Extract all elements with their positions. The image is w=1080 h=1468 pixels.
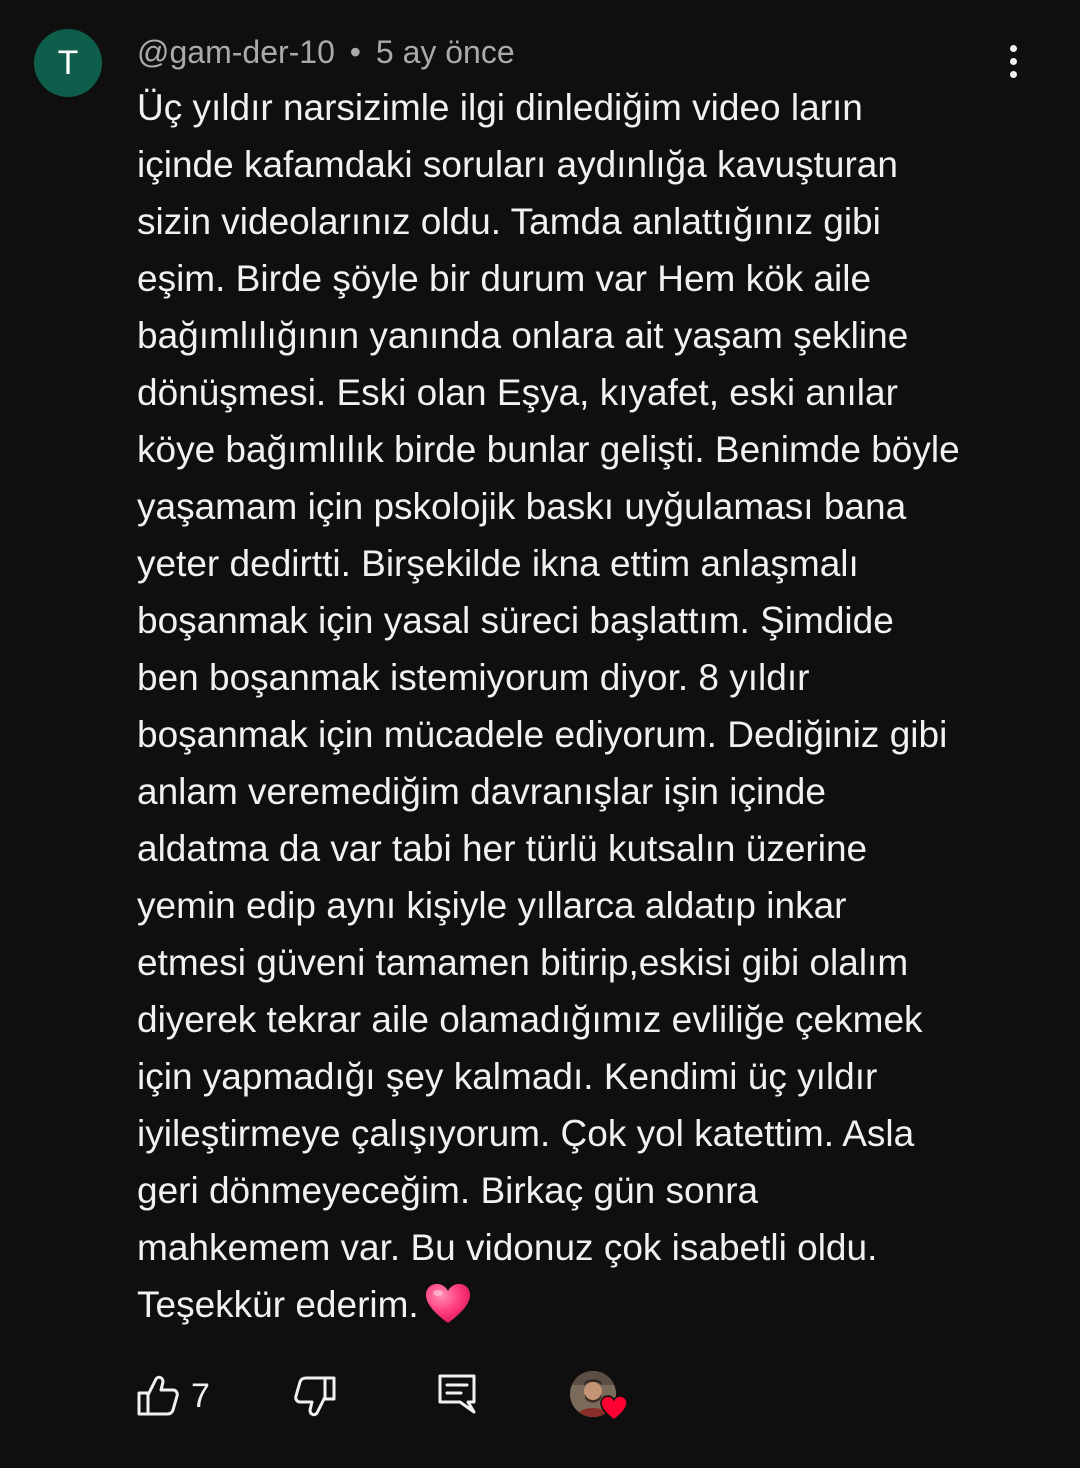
- comment-line: yaşamam için pskolojik baskı uyğulaması bana: [137, 486, 907, 527]
- comment-line: köye bağımlılık birde bunlar gelişti. Benimde böyle: [137, 429, 960, 470]
- comment-line: diyerek tekrar aile olamadığımız evliliğe çekmek: [137, 999, 923, 1040]
- comment-line: boşanmak için mücadele ediyorum. Dediğiniz gibi: [137, 714, 948, 755]
- comment-line: iyileştirmeye çalışıyorum. Çok yol katettim. Asla: [137, 1113, 915, 1154]
- comment-line: aldatma da var tabi her türlü kutsalın üzerine: [137, 828, 868, 869]
- like-count: 7: [191, 1377, 210, 1415]
- author-name[interactable]: @gam-der-10: [137, 34, 335, 70]
- comment-line: etmesi güveni tamamen bitirip,eskisi gibi olalım: [137, 942, 909, 983]
- comment-line: yeter dedirtti. Birşekilde ikna ettim anlaşmalı: [137, 543, 859, 584]
- comment-line: dönüşmesi. Eski olan Eşya, kıyafet, eski anılar: [137, 372, 898, 413]
- vertical-dots-icon-dot: [1010, 71, 1017, 78]
- thumb-down-icon[interactable]: [293, 1374, 337, 1418]
- comment-line: ben boşanmak istemiyorum diyor. 8 yıldır: [137, 657, 810, 698]
- creator-heart-badge: [570, 1371, 630, 1425]
- pink-heart-emoji: [425, 1283, 471, 1325]
- comment-line: bağımlılığının yanında onlara ait yaşam şekline: [137, 315, 909, 356]
- reply-comment-icon[interactable]: [436, 1372, 478, 1416]
- author-avatar[interactable]: [34, 29, 102, 97]
- vertical-dots-icon: [1010, 45, 1017, 52]
- more-options-button[interactable]: [990, 38, 1036, 84]
- comment-line: için yapmadığı şey kalmadı. Kendimi üç yıldır: [137, 1056, 878, 1097]
- thumb-up-icon[interactable]: [136, 1374, 180, 1418]
- vertical-dots-icon-dot: [1010, 58, 1017, 65]
- comment-line: boşanmak için yasal süreci başlattım. Şimdide: [137, 600, 894, 641]
- comment-line: geri dönmeyeceğim. Birkaç gün sonra: [137, 1170, 759, 1211]
- red-heart-icon: [600, 1395, 628, 1421]
- comment-line: mahkemem var. Bu vidonuz çok isabetli oldu.: [137, 1227, 878, 1268]
- comment-meta: [137, 30, 515, 74]
- meta-separator: •: [349, 34, 361, 70]
- comment-line-text: Teşekkür ederim.: [137, 1284, 419, 1325]
- avatar-letter: T: [57, 43, 79, 82]
- comment-line: eşim. Birde şöyle bir durum var Hem kök aile: [137, 258, 872, 299]
- comment-line: yemin edip aynı kişiyle yıllarca aldatıp inkar: [137, 885, 847, 926]
- comment-line: içinde kafamdaki soruları aydınlığa kavuşturan: [137, 144, 898, 185]
- comment-last-line: [137, 1276, 1057, 1333]
- comment-line: Üç yıldır narsizimle ilgi dinlediğim video ların: [137, 87, 863, 128]
- comment-timestamp: 5 ay önce: [375, 34, 515, 70]
- comment-line: sizin videolarınız oldu. Tamda anlattığınız gibi: [137, 201, 881, 242]
- comment-line: anlam veremediğim davranışlar işin içinde: [137, 771, 826, 812]
- comment-body: [137, 79, 1057, 1333]
